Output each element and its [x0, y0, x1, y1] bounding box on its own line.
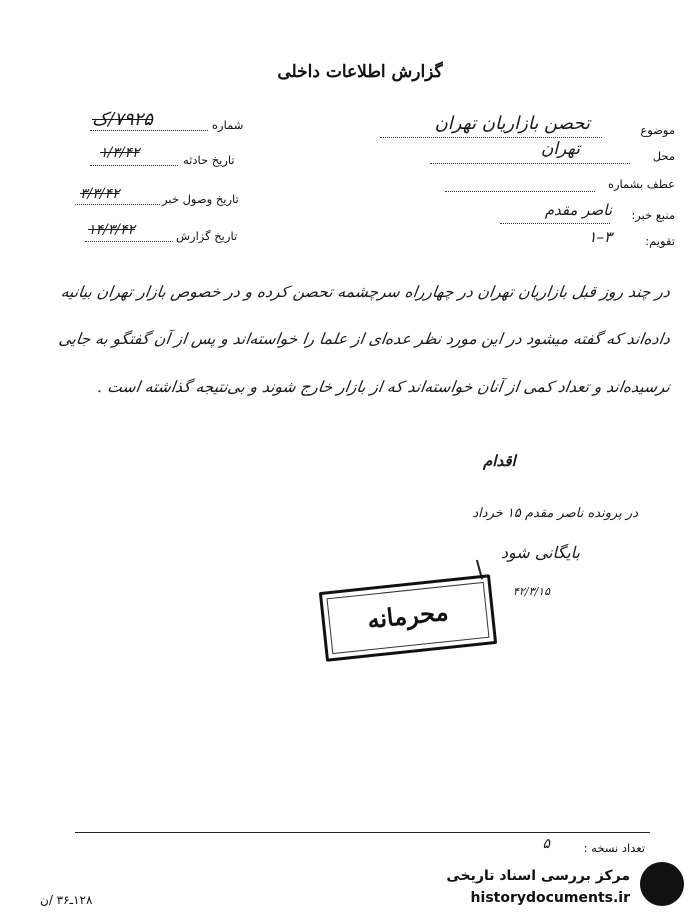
form-number: ۱۲۸ـ۳۶ /ن: [40, 893, 93, 907]
place-label: محل: [652, 149, 675, 163]
number-value: ۷۹۲۵/ک: [92, 109, 153, 130]
body-line-3: نرسیده‌اند و تعداد کمی از آنان خواسته‌اند که از بازار خارج شوند و بی‌نتیجه گذاشته است .: [96, 378, 672, 396]
number-dotted-line: [90, 130, 208, 131]
stamp-text: محرمانه: [365, 596, 450, 635]
calendar-value: ۳–۱: [588, 228, 612, 246]
footer-rule: [75, 832, 650, 833]
watermark-url: historydocuments.ir: [470, 890, 630, 906]
body-line-2: داده‌اند که گفته میشود در این مورد نظر عده‌ای از علما را خواسته‌اند و پس از آن گفتگو به جایی: [57, 330, 672, 348]
receipt-date-dotted-line: [75, 204, 160, 205]
report-date-value: ۱۴/۳/۴۲: [88, 222, 136, 238]
annotation-archive: بایگانی شود: [500, 543, 580, 562]
annotation-file-note: در پرونده ناصر مقدم ۱۵ خرداد: [472, 506, 638, 521]
calendar-label: تقویم:: [645, 234, 675, 248]
copies-value: ۵: [542, 836, 550, 852]
source-dotted-line: [500, 223, 610, 224]
source-label: منبع خبر:: [631, 208, 675, 222]
annotation-initial: اقدام: [483, 452, 516, 470]
incident-date-dotted-line: [90, 165, 178, 166]
receipt-date-label: تاریخ وصول خبر: [162, 192, 239, 206]
reference-dotted-line: [445, 191, 595, 192]
incident-date-value: ۱/۳/۴۲: [100, 145, 140, 161]
incident-date-label: تاریخ حادثه: [183, 153, 235, 167]
subject-value: تحصن بازاریان تهران: [434, 113, 590, 134]
report-date-label: تاریخ گزارش: [176, 229, 238, 243]
copies-label: تعداد نسخه :: [583, 841, 645, 855]
report-title: گزارش اطلاعات داخلی: [277, 62, 443, 82]
body-line-1: در چند روز قبل بازاریان تهران در چهارراه سرچشمه تحصن کرده و در خصوص بازار تهران بیانیه: [59, 283, 672, 301]
subject-label: موضوع: [640, 123, 675, 137]
reference-label: عطف بشماره: [607, 177, 675, 191]
archive-logo-icon: [640, 862, 684, 906]
number-label: شماره: [212, 118, 244, 132]
place-dotted-line: [430, 163, 630, 164]
report-date-dotted-line: [85, 241, 173, 242]
annotation-date: ۴۲/۳/۱۵: [513, 585, 550, 598]
confidential-stamp: [319, 574, 497, 662]
subject-dotted-line: [380, 137, 602, 138]
place-value: تهران: [540, 139, 580, 159]
receipt-date-value: ۳/۳/۴۲: [80, 186, 120, 202]
watermark-text: مرکز بررسی اسناد تاریخی: [446, 868, 630, 884]
source-value: ناصر مقدم: [544, 201, 612, 219]
